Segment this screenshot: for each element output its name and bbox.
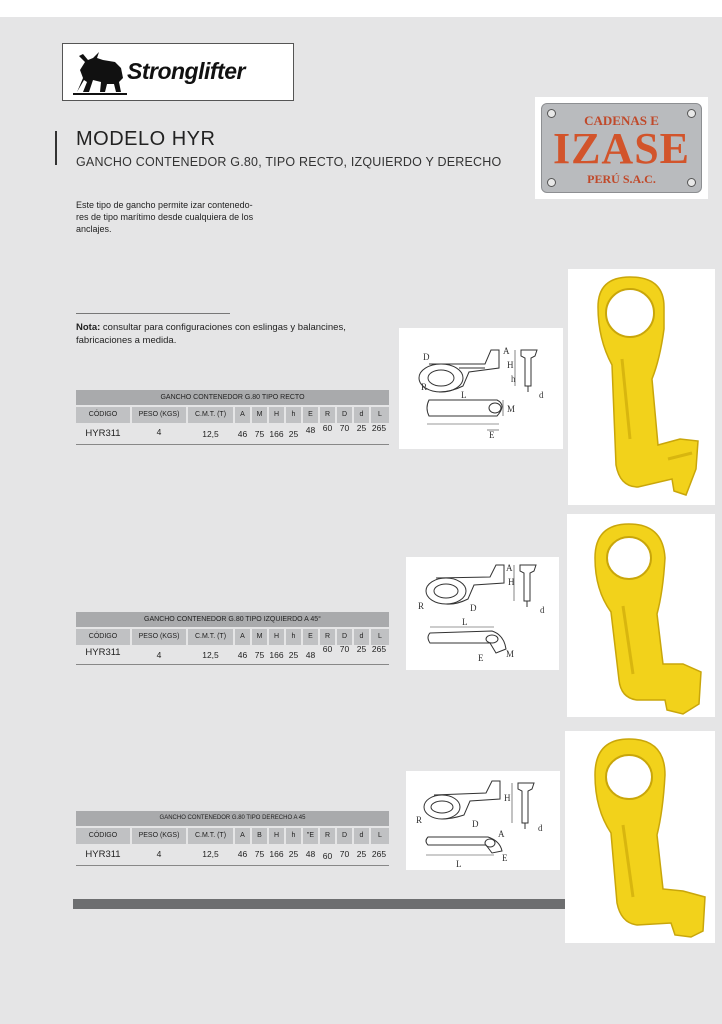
logo-top-text: CADENAS E <box>584 113 659 128</box>
row-cell: 25 <box>356 849 367 859</box>
table-rule <box>76 444 389 445</box>
technical-drawing-right <box>406 771 560 870</box>
izase-logo <box>535 97 708 199</box>
row-cell: 4 <box>156 650 162 660</box>
header-cell: PESO (KGS) <box>132 629 186 645</box>
header-cell: R <box>320 828 335 844</box>
header-cell: PESO (KGS) <box>132 828 186 844</box>
logo-plate <box>541 103 702 193</box>
drawing-label: d <box>538 823 543 833</box>
header-cell: D <box>337 828 352 844</box>
drawing-label: A <box>503 346 510 356</box>
model-code: HYR <box>171 128 216 150</box>
row-cell: 265 <box>371 423 387 433</box>
table-rule <box>76 865 389 866</box>
product-photo-left <box>567 514 715 717</box>
drawing-label: D <box>472 819 479 829</box>
note-text: consultar para configuraciones con eslingas y balancines, fabricaciones a medida. <box>76 322 346 346</box>
table-row <box>76 424 389 444</box>
technical-drawing-left <box>406 557 559 670</box>
row-cell: 4 <box>156 427 162 437</box>
header-cell: M <box>252 407 267 423</box>
footer-bar <box>73 899 565 909</box>
header-cell: B <box>252 828 267 844</box>
drawing-label: A <box>498 829 505 839</box>
description-line: res de tipo marítimo desde cualquiera de los <box>76 212 254 222</box>
row-cell: 25 <box>288 650 299 660</box>
row-cell: 70 <box>339 423 350 433</box>
header-cell: R <box>320 407 335 423</box>
product-photo-right <box>565 731 715 943</box>
row-cell: 25 <box>288 429 299 439</box>
row-cell: 75 <box>254 650 265 660</box>
description <box>76 199 276 235</box>
table-header <box>76 407 389 423</box>
row-cell: 48 <box>305 425 316 435</box>
header-cell: CÓDIGO <box>76 629 130 645</box>
drawing-label: M <box>507 404 516 414</box>
header-cell: R <box>320 629 335 645</box>
header-cell: C.M.T. (T) <box>188 629 233 645</box>
drawing-label: d <box>540 605 545 615</box>
product-photo-straight <box>568 269 715 505</box>
row-cell: 75 <box>254 429 265 439</box>
header-cell: H <box>269 407 284 423</box>
technical-drawing-straight <box>399 328 563 449</box>
row-cell: 265 <box>371 644 387 654</box>
header-cell: H <box>269 629 284 645</box>
header-cell: CÓDIGO <box>76 828 130 844</box>
row-cell: HYR311 <box>85 849 121 860</box>
header-cell: H <box>269 828 284 844</box>
row-cell: 166 <box>269 849 284 859</box>
header-cell: d <box>354 407 369 423</box>
drawing-label: E <box>489 430 495 440</box>
drawing-label: H <box>508 577 515 587</box>
header-cell: L <box>371 828 389 844</box>
row-cell: 46 <box>237 849 248 859</box>
drawing-label: L <box>462 617 468 627</box>
header-cell: h <box>286 629 301 645</box>
hook-photo <box>567 514 715 717</box>
row-cell: 166 <box>269 429 284 439</box>
drawing-label: R <box>418 601 425 611</box>
header-cell: D <box>337 407 352 423</box>
header-cell: C.M.T. (T) <box>188 407 233 423</box>
drawing-label: H <box>507 360 514 370</box>
header-cell: CÓDIGO <box>76 407 130 423</box>
row-cell: 12,5 <box>202 650 219 660</box>
header-cell: C.M.T. (T) <box>188 828 233 844</box>
table-row <box>76 845 389 865</box>
note <box>76 322 386 347</box>
row-cell: 46 <box>237 429 248 439</box>
drawing-label: D <box>423 352 430 362</box>
row-cell: 25 <box>356 423 367 433</box>
row-cell: 60 <box>322 423 333 433</box>
table-title: GANCHO CONTENEDOR G.80 TIPO RECTO <box>76 390 389 405</box>
divider <box>76 313 230 314</box>
row-cell: 48 <box>305 650 316 660</box>
row-cell: 60 <box>322 851 333 861</box>
row-cell: HYR311 <box>85 428 121 439</box>
hook-drawing <box>406 771 560 870</box>
header-cell: A <box>235 629 250 645</box>
header-cell: d <box>354 828 369 844</box>
drawing-label: h <box>511 374 516 384</box>
model-subtitle: GANCHO CONTENEDOR G.80, TIPO RECTO, IZQUIERDO Y DERECHO <box>76 155 502 169</box>
header-cell: "E <box>303 828 318 844</box>
row-cell: 75 <box>254 849 265 859</box>
row-cell: 70 <box>339 644 350 654</box>
heading-bar <box>55 131 57 165</box>
header-cell: D <box>337 629 352 645</box>
header-cell: A <box>235 828 250 844</box>
table-title: GANCHO CONTENEDOR G.80 TIPO IZQUIERDO A 45° <box>76 612 389 627</box>
drawing-label: d <box>539 390 544 400</box>
row-cell: 46 <box>237 650 248 660</box>
drawing-label: L <box>456 859 462 869</box>
table-title: GANCHO CONTENEDOR G.80 TIPO DERECHO A 45 <box>76 811 389 826</box>
drawing-label: R <box>421 382 428 392</box>
row-cell: 60 <box>322 644 333 654</box>
bull-icon <box>71 48 129 98</box>
logo-bottom-text: PERÚ S.A.C. <box>587 172 656 186</box>
row-cell: 48 <box>305 849 316 859</box>
table-row <box>76 646 389 666</box>
row-cell: 25 <box>288 849 299 859</box>
row-cell: 12,5 <box>202 849 219 859</box>
row-cell: 25 <box>356 644 367 654</box>
header-cell: d <box>354 629 369 645</box>
hook-drawing <box>399 328 563 449</box>
drawing-label: A <box>506 563 513 573</box>
brand-name: Stronglifter <box>127 58 245 84</box>
header-cell: E <box>303 629 318 645</box>
drawing-label: L <box>461 390 467 400</box>
header-cell: L <box>371 407 389 423</box>
header-cell: A <box>235 407 250 423</box>
description-line: anclajes. <box>76 224 112 234</box>
header-cell: h <box>286 407 301 423</box>
table-header <box>76 828 389 844</box>
row-cell: 4 <box>156 849 162 859</box>
stronglifter-logo <box>62 43 294 101</box>
description-line: Este tipo de gancho permite izar contenedo- <box>76 200 253 210</box>
drawing-label: E <box>478 653 484 663</box>
drawing-label: H <box>504 793 511 803</box>
row-cell: 12,5 <box>202 429 219 439</box>
hook-drawing <box>406 557 559 670</box>
note-label: Nota: <box>76 322 101 333</box>
header-cell: E <box>303 407 318 423</box>
model-title <box>76 128 215 151</box>
table-rule <box>76 664 389 665</box>
logo-main-text: IZASE <box>552 124 691 173</box>
hook-photo <box>565 731 715 943</box>
row-cell: HYR311 <box>85 647 121 658</box>
header-cell: PESO (KGS) <box>132 407 186 423</box>
hook-photo <box>568 269 715 505</box>
drawing-label: D <box>470 603 477 613</box>
row-cell: 265 <box>371 849 387 859</box>
drawing-label: R <box>416 815 423 825</box>
header-cell: M <box>252 629 267 645</box>
drawing-label: E <box>502 853 508 863</box>
drawing-label: M <box>506 649 515 659</box>
model-label: MODELO <box>76 128 166 150</box>
header-cell: h <box>286 828 301 844</box>
row-cell: 166 <box>269 650 284 660</box>
header-cell: L <box>371 629 389 645</box>
row-cell: 70 <box>339 849 350 859</box>
